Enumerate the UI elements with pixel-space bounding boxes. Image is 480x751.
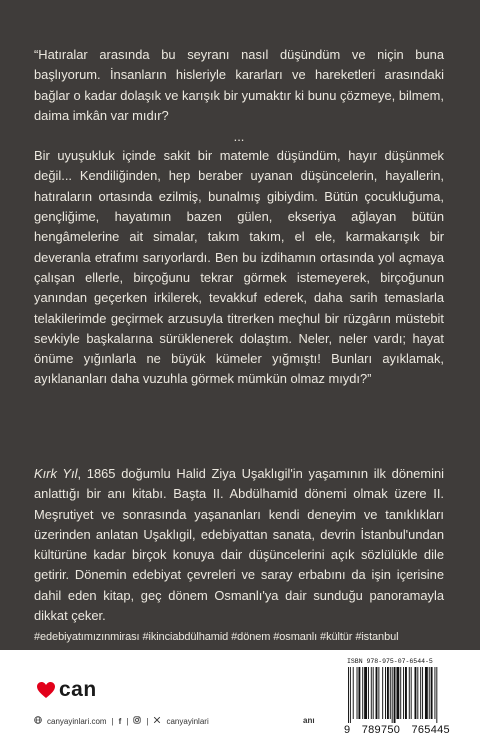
quote-separator: ...	[233, 129, 245, 145]
barcode-bar	[371, 667, 372, 719]
barcode-bar	[364, 667, 367, 719]
footer-links	[34, 716, 209, 726]
barcode-bar	[392, 667, 393, 723]
quote-block	[34, 45, 444, 390]
barcode-bar	[350, 667, 351, 723]
barcode-bar	[431, 667, 433, 719]
publisher-logo	[36, 678, 97, 702]
barcode-bar	[405, 667, 407, 719]
barcode-bar	[436, 667, 437, 723]
quote-paragraph-2: Bir uyuşukluk içinde sakit bir matemle düşündüm, hayır düşünmek değil... Kendiliğinden, hep beraber uyanan düşüncelerin, hayallerin, hatıraların ortasında ezilmiş, bunalmış gibiydim. Bütün çocukluğuma, gençliğime, hayatımın bazen gülen, ekseriya ağlayan bütün hengâmelerine ait simalar, takım takım, el ele, karmakarışık bir deveranla etrafımı sarıyorlardı. Ben bu izdihamın ortasında yol açmaya çalışan ellerle, birçoğunu tekrar görmek istemeyerek, birçoğunun yanından geçerken irkilerek, tevakkuf ederek, daha sarih temaslarla telakilerimde geçirmek arzusuyla titrerken meçhul bir rüzgârın müstebit sevkiyle başkalarına sürüklenerek dolaştım. Neler, neler vardı; hayat önüme yığınlarla ne büyük kümeler yığmıştı! Bunları ayıklamak, ayıklananları daha vuzuhla görmek mümkün olmaz mıydı?”	[34, 148, 444, 387]
barcode-digits	[344, 724, 450, 736]
barcode-bar	[403, 667, 404, 719]
barcode-bar	[409, 667, 410, 719]
instagram-icon[interactable]	[133, 716, 141, 726]
barcode-bar	[425, 667, 428, 719]
description-text: , 1865 doğumlu Halid Ziya Uşaklıgil'in yaşamının ilk dönemini anlattığı bir anı kitabı. Başta II. Abdülhamid dönemi olmak üzere II. Meşrutiyet ve sonrasında yaşananları kendi deneyim ve tanıklıkları üzerinden anlatan Uşaklıgil, edebiyattan sanata, devrin İstanbul'undan kültürüne kadar birçok konuya dair düşüncelerini açık sözlülükle dile getirir. Dönemin edebiyat çevreleri ve saray erbabını da işin içerisine dahil eden kitap, geç dönem Osmanlı'ya dair sunduğu panoramayla dikkat çeker.	[34, 466, 444, 624]
barcode-digit-right: 765445	[411, 724, 450, 736]
barcode-bar	[368, 667, 369, 719]
barcode-bar	[357, 667, 358, 719]
barcode-bar	[382, 667, 383, 719]
category-label: anı	[303, 716, 315, 725]
barcode-digit-lead: 9	[344, 724, 351, 736]
x-icon[interactable]	[153, 716, 161, 726]
barcode-bar	[411, 667, 412, 719]
barcode-bar	[420, 667, 421, 719]
barcode-bar	[394, 667, 396, 723]
barcode-bar	[415, 667, 417, 719]
barcode-bar	[373, 667, 374, 719]
barcode-digit-left: 789750	[361, 724, 401, 736]
barcode-bar	[362, 667, 363, 719]
barcode-bar	[434, 667, 435, 719]
barcode-bar	[385, 667, 386, 719]
hashtags: #edebiyatımızınmirası #ikinciabdülhamid #dönem #osmanlı #kültür #istanbul	[34, 631, 399, 643]
barcode-block	[344, 658, 452, 740]
globe-icon	[34, 716, 42, 726]
barcode-bar	[417, 667, 418, 719]
description-paragraph	[34, 464, 444, 626]
barcode-bar	[400, 667, 401, 719]
barcode-bar	[348, 667, 349, 723]
footer-band	[0, 650, 480, 751]
heart-icon	[36, 681, 56, 699]
barcode-bar	[387, 667, 389, 719]
logo-text: can	[59, 678, 97, 701]
barcode-bar	[390, 667, 391, 719]
barcode-bar	[358, 667, 360, 719]
barcode-bar	[396, 667, 399, 719]
barcode	[344, 667, 450, 723]
divider: |	[111, 716, 114, 726]
barcode-bar	[353, 667, 354, 719]
barcode-bar	[376, 667, 378, 719]
isbn-text: ISBN 978-975-07-6544-5	[347, 658, 433, 665]
divider: |	[146, 716, 149, 726]
divider: |	[126, 716, 129, 726]
barcode-bar	[429, 667, 430, 719]
book-title: Kırk Yıl	[34, 466, 78, 481]
barcode-bar	[422, 667, 423, 719]
website-link[interactable]: canyayinlari.com	[47, 716, 107, 726]
quote-paragraph-1: “Hatıralar arasında bu seyranı nasıl düşündüm ve niçin buna başlıyorum. İnsanların hisleriyle kararları ve hareketleri arasındaki bağlar o kadar dolaşık ve karışık bir yumaktır ki bunu çözmeye, bilmem, daima imkân var mıdır?	[34, 47, 444, 123]
social-handle[interactable]: canyayinlari	[166, 716, 209, 726]
book-description	[34, 464, 444, 626]
barcode-bar	[378, 667, 379, 719]
facebook-icon[interactable]: f	[118, 716, 122, 726]
